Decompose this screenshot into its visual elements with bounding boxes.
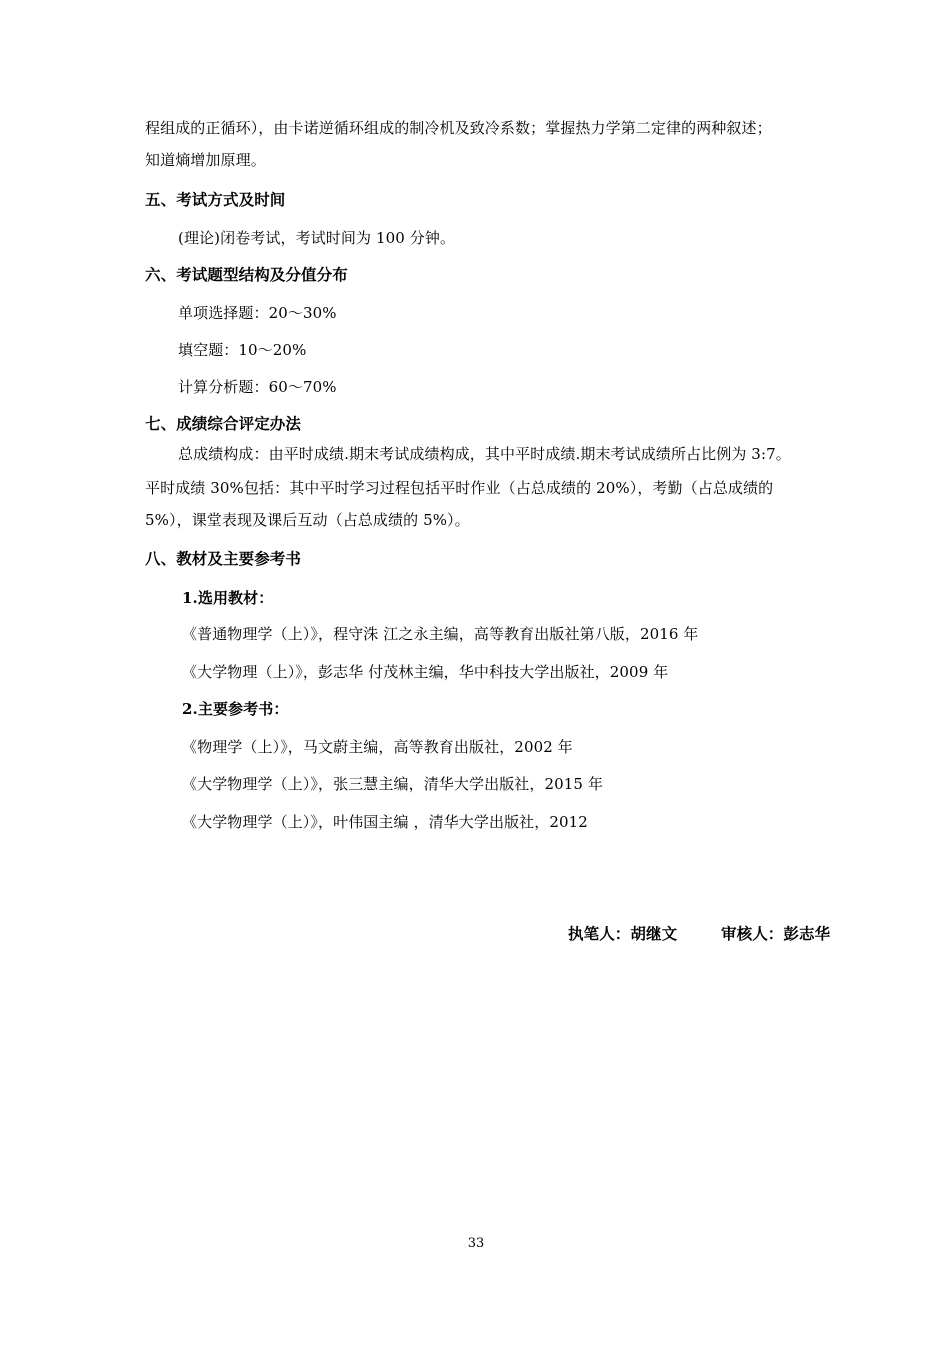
section-7-heading: 七、成绩综合评定办法 — [145, 415, 302, 433]
section-6-heading: 六、考试题型结构及分值分布 — [145, 266, 348, 284]
section-5-text: (理论)闭卷考试，考试时间为 100 分钟。 — [178, 229, 456, 247]
textbook-item: 《普通物理学（上）》，程守洙 江之永主编，高等教育出版社第八版，2016 年 — [182, 625, 699, 643]
question-type-item: 单项选择题：20～30% — [178, 304, 337, 322]
reference-item: 《物理学（上）》，马文蔚主编，高等教育出版社，2002 年 — [182, 738, 573, 756]
reference-item: 《大学物理学（上）》，张三慧主编，清华大学出版社，2015 年 — [182, 775, 604, 793]
section-8-heading: 八、教材及主要参考书 — [145, 550, 302, 568]
intro-line-1: 程组成的正循环），由卡诺逆循环组成的制冷机及致冷系数；掌握热力学第二定律的两种叙述； — [145, 119, 772, 137]
grading-line-1: 总成绩构成：由平时成绩.期末考试成绩构成，其中平时成绩.期末考试成绩所占比例为 3:7。 — [178, 445, 791, 463]
page-number: 33 — [467, 1236, 485, 1251]
reference-item: 《大学物理学（上）》，叶伟国主编 ，清华大学出版社，2012 — [182, 813, 588, 831]
question-type-item: 计算分析题：60～70% — [178, 378, 337, 396]
textbook-item: 《大学物理（上）》，彭志华 付茂林主编，华中科技大学出版社，2009 年 — [182, 663, 669, 681]
question-type-item: 填空题：10～20% — [178, 341, 307, 359]
intro-line-2: 知道熵增加原理。 — [145, 151, 266, 169]
grading-line-2: 平时成绩 30%包括：其中平时学习过程包括平时作业（占总成绩的 20%），考勤（占总成绩的 — [145, 479, 774, 497]
textbooks-subheading: 1.选用教材： — [182, 589, 274, 607]
section-5-heading: 五、考试方式及时间 — [145, 191, 286, 209]
references-subheading: 2.主要参考书： — [182, 700, 289, 718]
reviewer-signature: 审核人：彭志华 — [721, 925, 831, 943]
grading-line-3: 5%），课堂表现及课后互动（占总成绩的 5%）。 — [145, 511, 470, 529]
author-signature: 执笔人：胡继文 — [568, 925, 678, 943]
